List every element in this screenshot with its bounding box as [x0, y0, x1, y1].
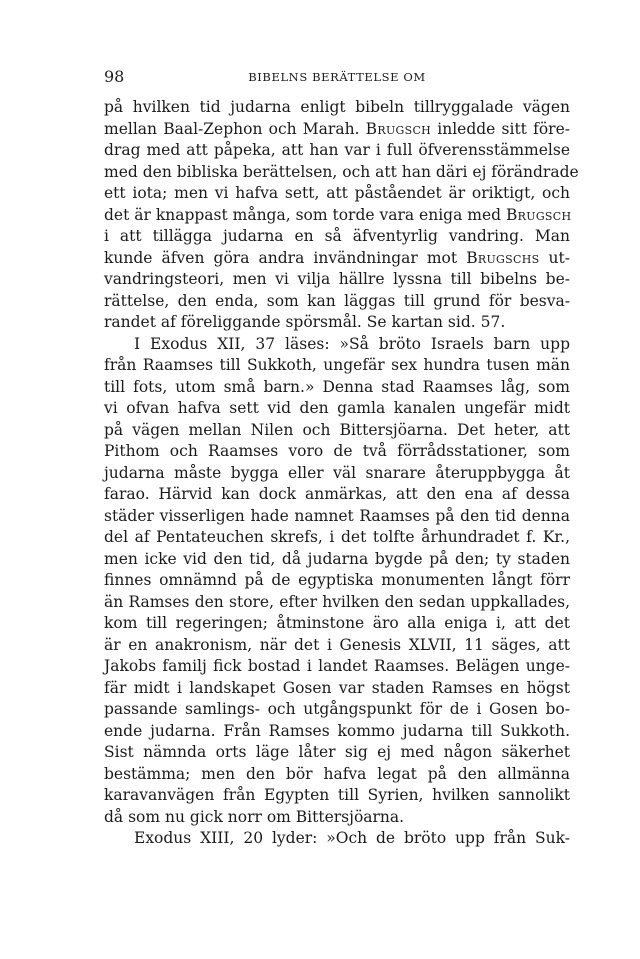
text-segment: ut- — [539, 248, 570, 267]
text-line — [104, 291, 570, 313]
text-segment: vandringsteori, men vi vilja hällre lyssna till bibelns be- — [104, 270, 570, 288]
text-line — [104, 334, 570, 356]
text-line — [104, 312, 570, 334]
text-line — [104, 463, 570, 485]
text-line — [104, 570, 570, 592]
text-segment: farao. Härvid kan dock anmärkas, att den ena af dessa — [104, 485, 570, 503]
text-segment: kom till regeringen; åtminstone äro alla eniga i, att det — [104, 614, 570, 632]
text-line — [104, 592, 570, 614]
text-line — [104, 205, 570, 227]
text-segment: med den bibliska berättelsen, och att han däri ej förändrade — [104, 162, 579, 181]
text-line — [104, 527, 570, 549]
text-segment: ett iota; men vi hafva sett, att påståendet är oriktigt, och — [104, 184, 570, 202]
text-line — [104, 678, 570, 700]
text-segment: fär midt i landskapet Gosen var staden Ramses en högst — [104, 678, 570, 697]
text-segment: på vägen mellan Nilen och Bittersjöarna. Det heter, att — [104, 420, 570, 439]
text-line — [104, 807, 570, 829]
text-line — [104, 119, 570, 141]
text-segment: kunde äfven göra andra invändningar mot — [104, 248, 467, 267]
text-line — [104, 549, 570, 571]
text-segment: del af Pentateuchen skrefs, i det tolfte århundradet f. Kr., — [104, 528, 570, 546]
small-caps-name: Brugsch — [505, 205, 572, 224]
text-line — [104, 248, 570, 270]
body-text — [104, 97, 579, 850]
text-segment: inledde sitt före- — [431, 119, 570, 138]
text-segment: drag med att påpeka, att han var i full öfverensstämmelse — [104, 141, 570, 159]
text-segment: Pithom och Raamses voro de två förrådsstationer, som — [104, 442, 570, 460]
text-line — [104, 828, 570, 850]
text-line — [104, 398, 570, 420]
text-segment: ende judarna. Från Ramses kommo judarna till Sukkoth. — [104, 721, 570, 740]
text-segment: från Raamses till Sukkoth, ungefär sex hundra tusen män — [104, 356, 570, 374]
text-segment: vi ofvan hafva sett vid den gamla kanalen ungefär midt — [104, 399, 570, 417]
text-line — [104, 269, 570, 291]
text-line — [104, 377, 570, 399]
page-header — [104, 66, 570, 88]
text-segment: randet af föreliggande spörsmål. Se kartan sid. 57. — [104, 313, 506, 331]
text-line — [104, 635, 570, 657]
text-segment: då som nu gick norr om Bittersjöarna. — [104, 807, 405, 826]
text-line — [104, 183, 570, 205]
text-segment: städer visserligen hade namnet Raamses på den tid denna — [104, 506, 570, 525]
text-segment: judarna måste bygga eller väl snarare återuppbygga åt — [104, 463, 570, 482]
text-line — [104, 441, 570, 463]
text-line — [104, 764, 570, 786]
text-line — [104, 613, 570, 635]
text-segment: rättelse, den enda, som kan läggas till grund för besva- — [104, 291, 570, 310]
text-line — [104, 162, 579, 184]
text-segment: passande samlings- och utgångspunkt för de i Gosen bo- — [104, 700, 570, 718]
text-segment: bestämma; men den bör hafva legat på den allmänna — [104, 764, 570, 783]
text-line — [104, 506, 570, 528]
text-line — [104, 97, 570, 119]
text-line — [104, 355, 570, 377]
text-segment: karavanvägen från Egypten till Syrien, hvilken sannolikt — [104, 786, 570, 804]
text-segment: det är knappast många, som torde vara eniga med — [104, 205, 506, 224]
text-segment: Exodus XIII, 20 lyder: »Och de bröto upp från Suk- — [134, 829, 570, 847]
text-segment: än Ramses den store, efter hvilken den sedan uppkallades, — [104, 592, 570, 611]
running-title: BIBELNS BERÄTTELSE OM — [248, 70, 426, 84]
text-line — [104, 656, 570, 678]
small-caps-name: Brugschs — [466, 248, 540, 267]
text-line — [104, 226, 570, 248]
text-segment: till fots, utom små barn.» Denna stad Raamses låg, som — [104, 377, 570, 396]
text-line — [104, 140, 570, 162]
text-line — [104, 785, 570, 807]
text-line — [104, 721, 570, 743]
text-segment: Jakobs familj fick bostad i landet Raamses. Belägen unge- — [104, 657, 570, 675]
text-line — [104, 484, 570, 506]
text-segment: I Exodus XII, 37 läses: »Så bröto Israels barn upp — [134, 334, 570, 353]
text-segment: mellan Baal-Zephon och Marah. — [104, 119, 366, 138]
text-segment: i att tillägga judarna en så äfventyrlig vandring. Man — [104, 227, 570, 245]
text-line — [104, 742, 570, 764]
text-segment: men icke vid den tid, då judarna bygde på den; ty staden — [104, 549, 570, 568]
page-number: 98 — [104, 67, 125, 86]
text-line — [104, 699, 570, 721]
small-caps-name: Brugsch — [365, 119, 432, 138]
text-segment: är en anakronism, när det i Genesis XLVII, 11 säges, att — [104, 635, 570, 654]
text-segment: på hvilken tid judarna enligt bibeln tillryggalade vägen — [104, 98, 570, 116]
text-segment: finnes omnämnd på de egyptiska monumenten långt förr — [104, 571, 570, 589]
text-segment: Sist nämnda orts läge låter sig ej med någon säkerhet — [104, 743, 570, 761]
text-line — [104, 420, 570, 442]
